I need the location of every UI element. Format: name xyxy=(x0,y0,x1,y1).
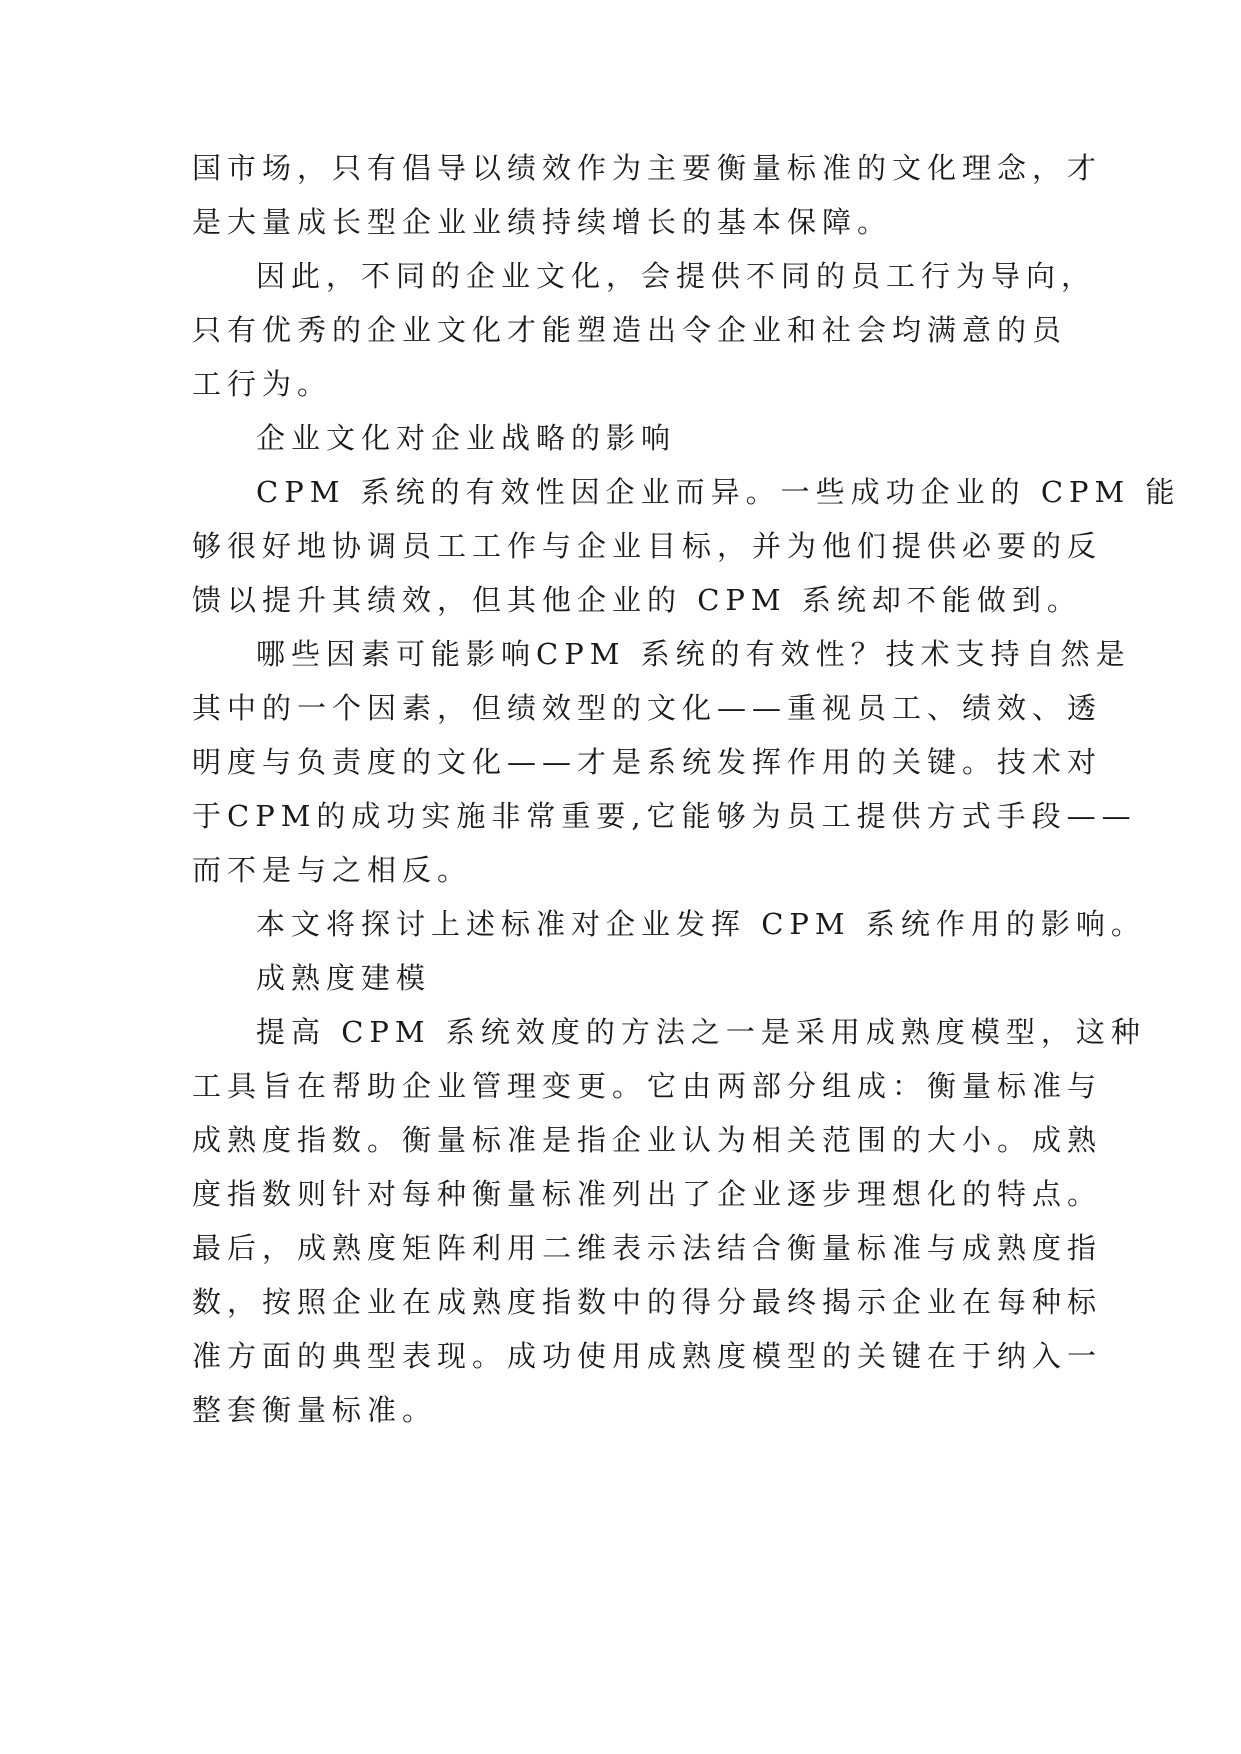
section-heading: 成熟度建模 xyxy=(256,961,432,995)
paragraph-line: 而不是与之相反。 xyxy=(192,853,473,887)
paragraph-line: 因此，不同的企业文化，会提供不同的员工行为导向， xyxy=(256,259,1097,293)
paragraph-line: 工行为。 xyxy=(192,367,333,401)
paragraph-line: 成熟度指数。衡量标准是指企业认为相关范围的大小。成熟 xyxy=(192,1123,1103,1157)
paragraph-line: 工具旨在帮助企业管理变更。它由两部分组成：衡量标准与 xyxy=(192,1069,1103,1103)
paragraph-line: 够很好地协调员工工作与企业目标，并为他们提供必要的反 xyxy=(192,529,1103,563)
paragraph-line: 于CPM的成功实施非常重要,它能够为员工提供方式手段—— xyxy=(192,799,1137,833)
paragraph-line: 是大量成长型企业业绩持续增长的基本保障。 xyxy=(192,205,893,239)
paragraph-line: 馈以提升其绩效，但其他企业的 CPM 系统却不能做到。 xyxy=(192,583,1082,617)
paragraph-line: 哪些因素可能影响CPM 系统的有效性？技术支持自然是 xyxy=(256,637,1131,671)
paragraph-line: 整套衡量标准。 xyxy=(192,1393,438,1427)
paragraph-line: 明度与负责度的文化——才是系统发挥作用的关键。技术对 xyxy=(192,745,1103,779)
paragraph-line: 本文将探讨上述标准对企业发挥 CPM 系统作用的影响。 xyxy=(256,907,1146,941)
paragraph-line: 国市场，只有倡导以绩效作为主要衡量标准的文化理念，才 xyxy=(192,151,1103,185)
paragraph-line: 数，按照企业在成熟度指数中的得分最终揭示企业在每种标 xyxy=(192,1285,1103,1319)
paragraph-line: 其中的一个因素，但绩效型的文化——重视员工、绩效、透 xyxy=(192,691,1103,725)
paragraph-line: 度指数则针对每种衡量标准列出了企业逐步理想化的特点。 xyxy=(192,1177,1103,1211)
paragraph-line: CPM 系统的有效性因企业而异。一些成功企业的 CPM 能 xyxy=(256,475,1181,509)
paragraph-line: 准方面的典型表现。成功使用成熟度模型的关键在于纳入一 xyxy=(192,1339,1103,1373)
section-heading: 企业文化对企业战略的影响 xyxy=(256,421,677,455)
paragraph-line: 最后，成熟度矩阵利用二维表示法结合衡量标准与成熟度指 xyxy=(192,1231,1103,1265)
paragraph-line: 提高 CPM 系统效度的方法之一是采用成熟度模型，这种 xyxy=(256,1015,1146,1049)
paragraph-line: 只有优秀的企业文化才能塑造出令企业和社会均满意的员 xyxy=(192,313,1068,347)
